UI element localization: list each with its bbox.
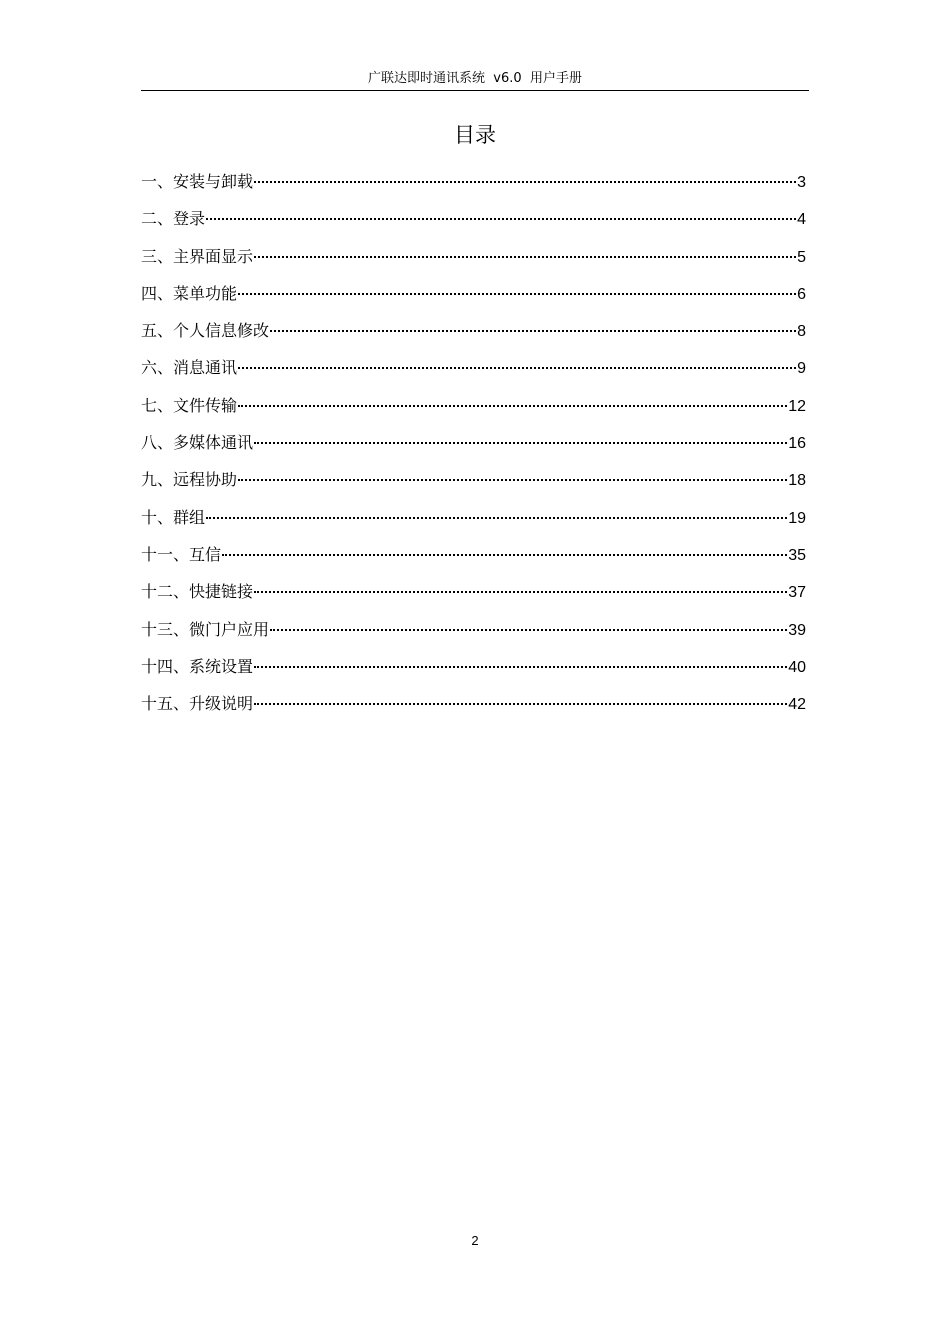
toc-leader-dots	[206, 517, 787, 519]
toc-entry[interactable]	[141, 168, 806, 205]
toc-entry-label: 十一、互信	[141, 544, 222, 564]
toc-entry[interactable]	[141, 578, 806, 615]
toc-entry-page: 19	[788, 509, 806, 527]
toc-entry-page: 3	[797, 174, 806, 191]
toc-entry[interactable]	[141, 354, 806, 391]
toc-entry[interactable]	[141, 504, 806, 541]
toc-leader-dots	[270, 629, 787, 631]
toc-entry-page: 37	[788, 584, 806, 602]
toc-entry-label: 十五、升级说明	[141, 694, 254, 714]
toc-entry-label: 十二、快捷链接	[141, 582, 254, 602]
toc-leader-dots	[238, 479, 787, 481]
toc-entry-page: 16	[788, 435, 806, 453]
toc-entry-label: 四、菜单功能	[141, 283, 238, 303]
toc-leader-dots	[222, 554, 787, 556]
toc-entry-page: 39	[788, 621, 806, 639]
toc-entry-page: 5	[797, 248, 806, 266]
toc-entry-label: 十四、系统设置	[141, 656, 254, 676]
toc-entry[interactable]	[141, 280, 806, 317]
toc-entry[interactable]	[141, 205, 806, 242]
toc-entry[interactable]	[141, 429, 806, 466]
toc-leader-dots	[254, 256, 796, 258]
page-header	[141, 70, 809, 91]
page-number: 2	[471, 1233, 479, 1248]
toc-entry-page: 35	[788, 546, 806, 564]
toc-entry-label: 二、登录	[141, 209, 206, 229]
toc-entry-label: 七、文件传输	[141, 395, 238, 415]
toc-leader-dots	[270, 330, 796, 332]
toc-entry-label: 六、消息通讯	[141, 358, 238, 378]
toc-entry[interactable]	[141, 690, 806, 727]
toc-entry-page: 40	[788, 658, 806, 676]
toc-entry-label: 十、群组	[141, 507, 206, 527]
toc-leader-dots	[238, 367, 796, 369]
toc-leader-dots	[254, 591, 787, 593]
toc-entry-page: 12	[788, 397, 806, 415]
toc-entry-page: 6	[797, 285, 806, 303]
toc-entry-page: 18	[788, 472, 806, 490]
toc-entry[interactable]	[141, 317, 806, 354]
header-title: 广联达即时通讯系统 v6.0 用户手册	[368, 71, 582, 86]
toc-leader-dots	[254, 703, 787, 705]
toc-entry[interactable]	[141, 243, 806, 280]
toc-entry-page: 42	[788, 696, 806, 714]
toc-leader-dots	[206, 218, 796, 220]
toc-entry-label: 三、主界面显示	[141, 246, 254, 266]
toc-title: 目录	[454, 123, 496, 147]
toc-entry-label: 九、远程协助	[141, 470, 238, 490]
toc-entry-page: 9	[797, 360, 806, 378]
toc-leader-dots	[238, 405, 787, 407]
toc-entry-label: 五、个人信息修改	[141, 321, 270, 341]
toc-leader-dots	[254, 181, 796, 183]
toc-leader-dots	[254, 666, 787, 668]
toc-entry[interactable]	[141, 466, 806, 503]
toc-entry[interactable]	[141, 392, 806, 429]
toc-entry-page: 8	[797, 323, 806, 341]
toc-entry-label: 八、多媒体通讯	[141, 433, 254, 453]
toc-entry[interactable]	[141, 616, 806, 653]
toc-entry[interactable]	[141, 541, 806, 578]
toc-leader-dots	[238, 293, 796, 295]
toc-entry-label: 十三、微门户应用	[141, 619, 270, 639]
toc-list	[141, 168, 806, 727]
toc-leader-dots	[254, 442, 787, 444]
toc-entry-page: 4	[797, 211, 806, 229]
toc-entry-label: 一、安装与卸载	[141, 172, 254, 191]
toc-entry[interactable]	[141, 653, 806, 690]
